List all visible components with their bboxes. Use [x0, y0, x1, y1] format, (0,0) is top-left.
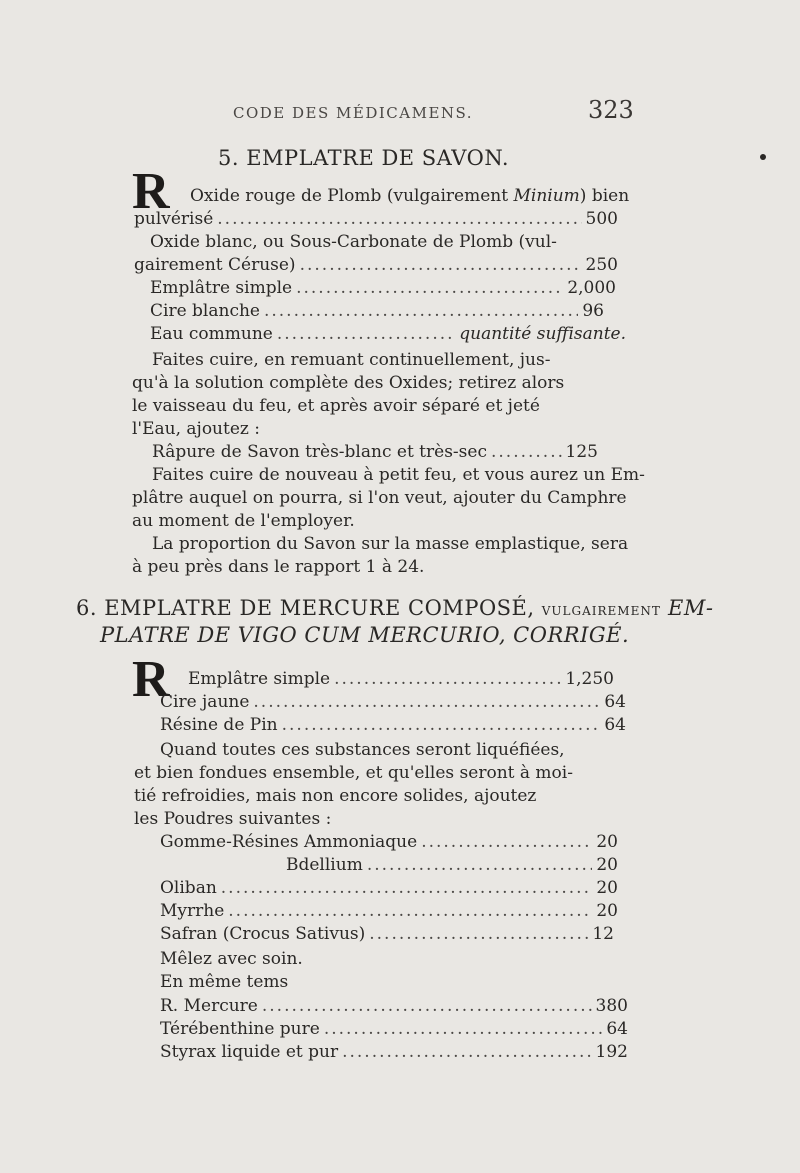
dot-leader	[221, 876, 593, 900]
ingredient-qty: 192	[595, 1042, 628, 1062]
dot-leader	[253, 690, 600, 714]
ingredient-qty: 64	[604, 692, 626, 712]
ingredient-qty: 250	[585, 255, 618, 275]
paragraph-line: au moment de l'employer.	[132, 511, 355, 531]
paragraph-line: qu'à la solution complète des Oxides; retirez alors	[132, 373, 565, 393]
section-6-title	[76, 596, 713, 620]
ingredient-row	[152, 440, 598, 464]
rx-symbol: R	[132, 651, 170, 708]
ingredient-name: Bdellium	[286, 855, 363, 875]
ingredient-qty: 20	[596, 855, 618, 875]
ingredient-name: Safran (Crocus Sativus)	[160, 924, 366, 944]
ingredient-row	[160, 922, 614, 946]
dot-leader	[334, 667, 561, 691]
ingredient-name: Râpure de Savon très-blanc et très-sec	[152, 442, 487, 462]
ingredient-qty: 20	[596, 878, 618, 898]
rx-symbol: R	[132, 163, 170, 220]
section-6-title-italic: PLATRE DE VIGO CUM MERCURIO, CORRIGÉ.	[100, 623, 630, 647]
ingredient-name: Myrrhe	[160, 901, 225, 921]
ingredient-name: Cire blanche	[150, 301, 260, 321]
ingredient-row	[286, 853, 618, 877]
ingredient-name: Emplâtre simple	[188, 669, 331, 689]
ingredient-row	[150, 322, 626, 346]
dot-leader	[300, 253, 582, 277]
ingredient-name: Résine de Pin	[160, 715, 278, 735]
paragraph-line: plâtre auquel on pourra, si l'on veut, ajouter du Camphre	[132, 488, 627, 508]
ingredient-qty: 20	[596, 832, 618, 852]
ink-dot	[760, 154, 766, 160]
ingredient-qty: 500	[585, 209, 618, 229]
ingredient-row	[160, 713, 626, 737]
running-head: CODE DES MÉDICAMENS.	[233, 104, 474, 122]
ingredient-row	[160, 830, 618, 854]
intro-suffix: ) bien	[579, 186, 630, 206]
ingredient-name: Oliban	[160, 878, 217, 898]
paragraph-line: le vaisseau du feu, et après avoir séparé et jeté	[132, 396, 540, 416]
ingredient-row	[160, 994, 628, 1018]
ingredient-row	[134, 253, 618, 277]
dot-leader	[421, 830, 592, 854]
dot-leader	[342, 1040, 591, 1064]
ingredient-qty: 1,250	[565, 669, 614, 689]
dot-leader	[262, 994, 592, 1018]
ingredient-row	[150, 299, 604, 323]
ingredient-name: Styrax liquide et pur	[160, 1042, 339, 1062]
dot-leader	[217, 207, 581, 231]
section-5-intro	[190, 184, 629, 208]
ingredient-qty: 20	[596, 901, 618, 921]
paragraph-line: Faites cuire, en remuant continuellement, jus-	[152, 350, 551, 370]
ingredient-qty: 125	[565, 442, 598, 462]
ingredient-row	[160, 690, 626, 714]
dot-leader	[491, 440, 562, 464]
ingredient-qty: 380	[595, 996, 628, 1016]
paragraph-line: à peu près dans le rapport 1 à 24.	[132, 557, 425, 577]
ingredient-row	[160, 899, 618, 923]
ingredient-row	[160, 1017, 628, 1041]
section-6-title-line2	[100, 623, 629, 647]
ingredient-row	[188, 667, 614, 691]
ingredient-name: pulvérisé	[134, 209, 214, 229]
section-6-title-main: 6. EMPLATRE DE MERCURE COMPOSÉ,	[76, 596, 535, 620]
dot-leader	[228, 899, 592, 923]
paragraph-line: Quand toutes ces substances seront liquéfiées,	[160, 740, 565, 760]
oxide-blanc-line: Oxide blanc, ou Sous-Carbonate de Plomb (vul-	[150, 232, 557, 252]
paragraph-line: tié refroidies, mais non encore solides, ajoutez	[134, 786, 537, 806]
dot-leader	[324, 1017, 603, 1041]
intro-italic: Minium	[513, 186, 580, 206]
page-number: 323	[588, 96, 634, 124]
ingredient-row	[160, 876, 618, 900]
ingredient-qty: 12	[592, 924, 614, 944]
dot-leader	[296, 276, 563, 300]
paragraph-line: l'Eau, ajoutez :	[132, 419, 260, 439]
instruction-line: Mêlez avec soin.	[160, 949, 303, 969]
ingredient-qty: 64	[606, 1019, 628, 1039]
section-6-em: EM-	[668, 596, 714, 620]
dot-leader	[367, 853, 593, 877]
ingredient-name: Eau commune	[150, 324, 273, 344]
ingredient-name: R. Mercure	[160, 996, 258, 1016]
ingredient-name: Gomme-Résines Ammoniaque	[160, 832, 418, 852]
instruction-line: En même tems	[160, 972, 289, 992]
dot-leader	[264, 299, 578, 323]
ingredient-qty: 64	[604, 715, 626, 735]
ingredient-name: gairement Céruse)	[134, 255, 296, 275]
ingredient-name: Térébenthine pure	[160, 1019, 320, 1039]
intro-prefix: Oxide rouge de Plomb (vulgairement	[190, 186, 509, 206]
ingredient-name: Cire jaune	[160, 692, 250, 712]
ingredient-qty: 96	[582, 301, 604, 321]
ingredient-row	[150, 276, 616, 300]
ingredient-qty: quantité suffisante.	[459, 324, 626, 344]
section-5-title: 5. EMPLATRE DE SAVON.	[218, 146, 510, 170]
paragraph-line: les Poudres suivantes :	[134, 809, 332, 829]
paragraph-line: La proportion du Savon sur la masse emplastique, sera	[152, 534, 629, 554]
dot-leader	[277, 322, 455, 346]
dot-leader	[282, 713, 601, 737]
paragraph-line: et bien fondues ensemble, et qu'elles seront à moi-	[134, 763, 573, 783]
section-6-vulg: VULGAIREMENT	[541, 604, 661, 618]
ingredient-qty: 2,000	[567, 278, 616, 298]
ingredient-row	[134, 207, 618, 231]
ingredient-row	[160, 1040, 628, 1064]
dot-leader	[369, 922, 588, 946]
ingredient-name: Emplâtre simple	[150, 278, 293, 298]
paragraph-line: Faites cuire de nouveau à petit feu, et vous aurez un Em-	[152, 465, 645, 485]
